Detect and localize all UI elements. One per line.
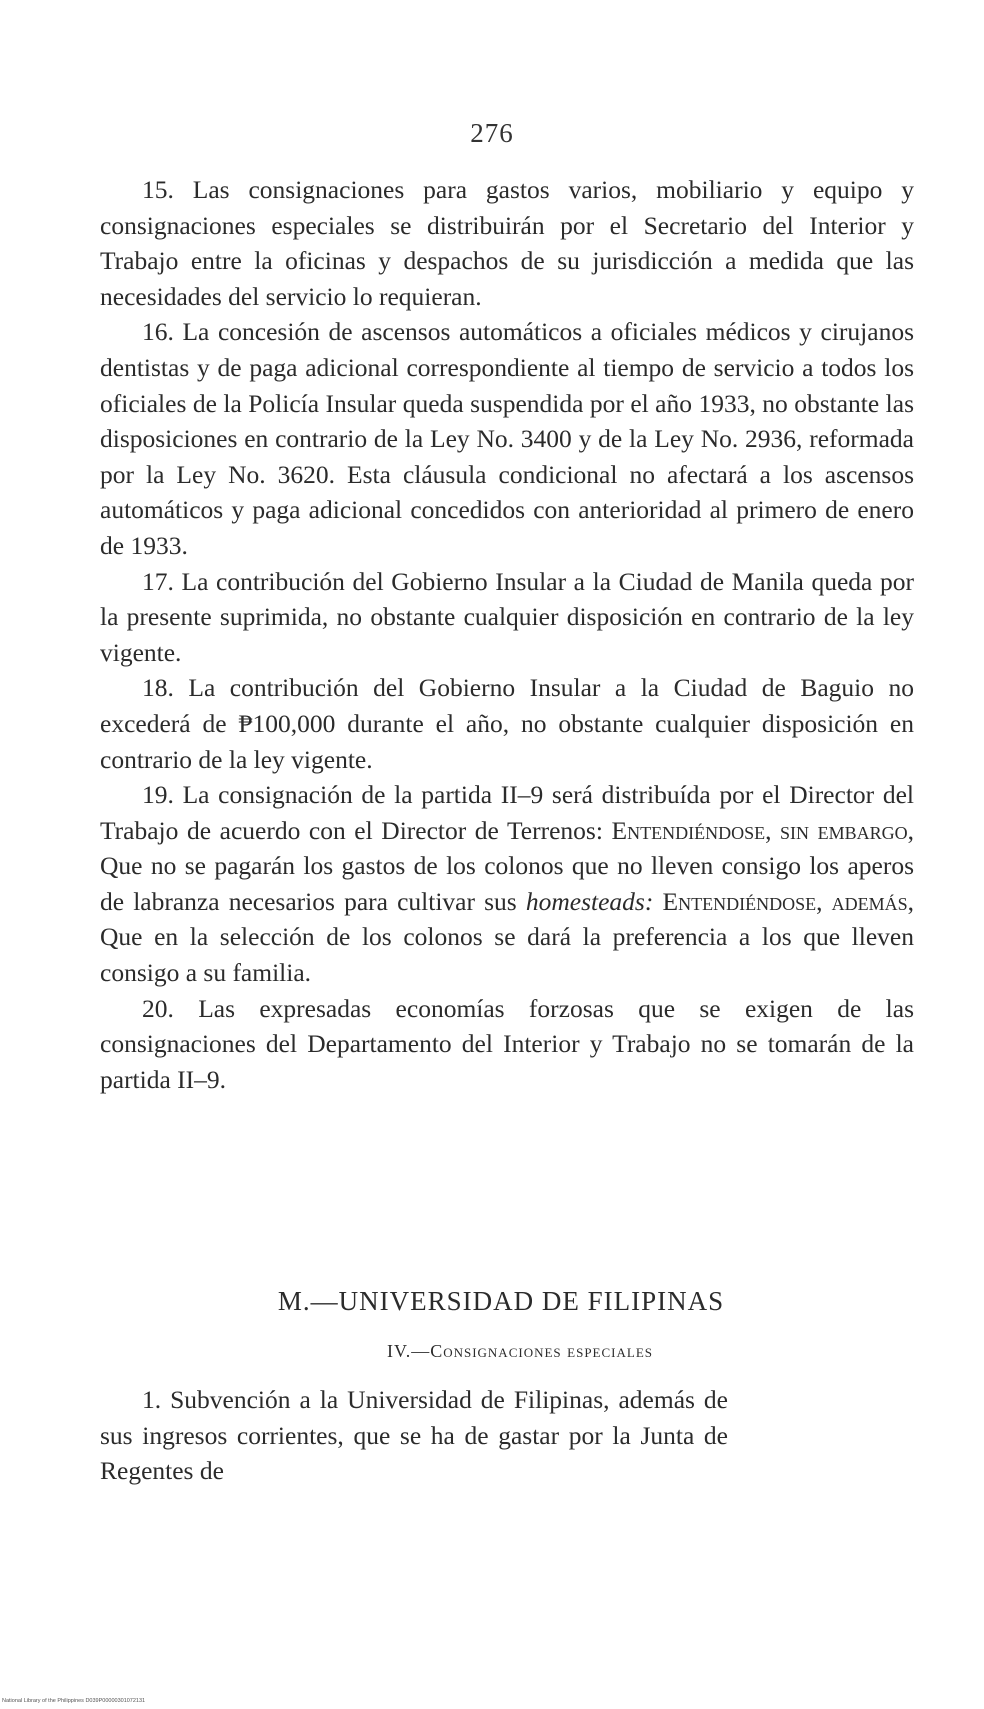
- paragraph-16: 16. La concesión de ascensos automáticos a oficiales médicos y cirujanos dentistas y de paga adicional correspondiente al tiempo de servicio a todos los oficiales de la Policía Insular queda suspendida por el año 1933, no obstante las disposiciones en contrario de la Ley No. 3400 y de la Ley No. 2936, reformada por la Ley No. 3620. Esta cláusula condicional no afectará a los ascensos automáticos y paga adicional concedidos con anterioridad al primero de enero de 1933.: [100, 317, 914, 560]
- paragraph-15: 15. Las consignaciones para gastos varios, mobiliario y equipo y consignaciones especiales se distribuirán por el Secretario del Interior y Trabajo entre la oficinas y despachos de su jurisdicción a medida que las necesidades del servicio lo requieran.: [100, 175, 914, 311]
- body-text: [100, 172, 914, 1097]
- paragraph-19-italic-term: homesteads:: [525, 886, 654, 916]
- paragraph-17: 17. La contribución del Gobierno Insular a la Ciudad de Manila queda por la presente suprimida, no obstante cualquier disposición en contrario de la ley vigente.: [100, 566, 914, 667]
- paragraph-19-part3: [653, 887, 662, 916]
- paragraph-19-part4: Que en la selección de los colonos se dará la preferencia a los que lleven consigo a su familia.: [100, 922, 914, 988]
- footer-watermark: National Library of the Philippines D039P00000301072131: [2, 1698, 146, 1704]
- paragraph-19-proviso-2: Entendiéndose, además,: [662, 886, 914, 916]
- page-number: 276: [470, 118, 514, 148]
- section-heading: M.—UNIVERSIDAD DE FILIPINAS: [277, 1286, 725, 1316]
- paragraph-19: [100, 777, 914, 991]
- paragraph-18: 18. La contribución del Gobierno Insular a la Ciudad de Baguio no excederá de ₱100,000 durante el año, no obstante cualquier disposición en contrario de la ley vigente.: [100, 673, 914, 774]
- paragraph-20: 20. Las expresadas economías forzosas que se exigen de las consignaciones del Departamento del Interior y Trabajo no se tomarán de la partida II–9.: [100, 993, 914, 1094]
- section-body-text: [100, 1382, 728, 1489]
- section-subheading: IV.—Consignaciones especiales: [387, 1341, 653, 1361]
- paragraph-19-part1: 19. La consignación de la partida II–9 será distribuída por el Director del Trabajo de acuerdo con el Director de Terrenos:: [100, 780, 914, 845]
- section-paragraph-1: 1. Subvención a la Universidad de Filipinas, además de sus ingresos corrientes, que se ha de gastar por la Junta de Regentes de: [100, 1385, 728, 1486]
- paragraph-19-part2: Que no se pagarán los gastos de los colonos que no lleven consigo los aperos de labranza necesarios para cultivar sus: [100, 851, 914, 916]
- paragraph-19-proviso-1: Entendiéndose, sin embargo,: [611, 815, 914, 845]
